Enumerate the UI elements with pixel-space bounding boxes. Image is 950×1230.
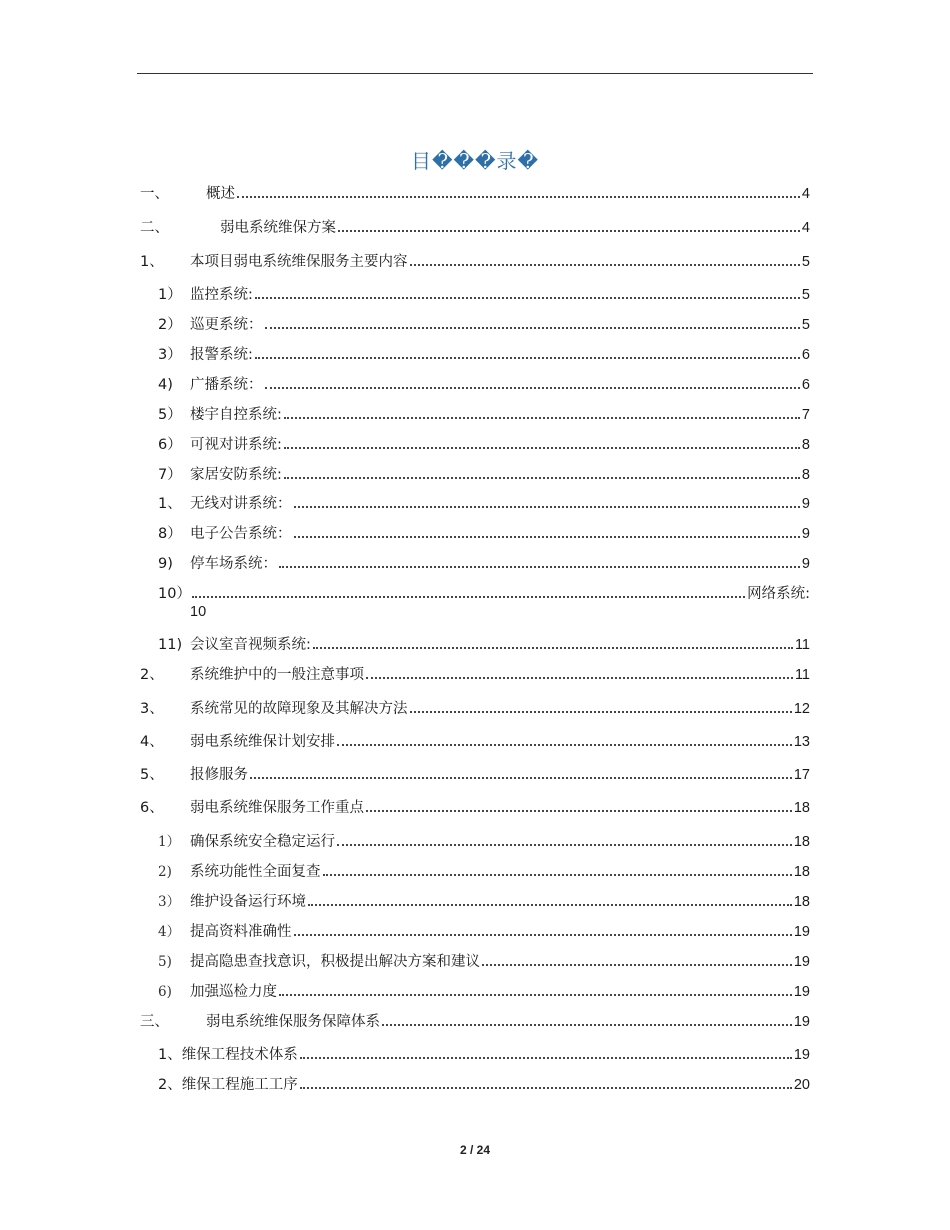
toc-leader-dots xyxy=(337,730,792,746)
toc-entry-text: 提高隐患查找意识，积极提出解决方案和建议 xyxy=(190,954,480,970)
toc-entry[interactable] xyxy=(158,372,810,394)
toc-entry-number: 6） xyxy=(158,437,182,453)
toc-entry-number: 6、 xyxy=(140,800,164,816)
toc-entry-page: 5 xyxy=(801,287,810,303)
toc-entry-number: 8） xyxy=(158,526,182,542)
toc-entry[interactable] xyxy=(158,889,810,911)
toc-entry[interactable] xyxy=(158,919,810,941)
toc-leader-dots xyxy=(265,373,800,389)
toc-entry-text: 可视对讲系统: xyxy=(190,437,282,453)
toc-leader-dots xyxy=(308,890,792,906)
toc-entry-number: 1、 xyxy=(140,254,164,270)
toc-entry-page: 4 xyxy=(801,220,810,236)
toc-leader-dots xyxy=(284,463,800,479)
toc-leader-dots xyxy=(366,663,793,679)
toc-entry-page: 18 xyxy=(793,834,810,850)
toc-entry-page: 18 xyxy=(793,894,810,910)
toc-entry-text: 加强巡检力度 xyxy=(190,984,277,1000)
toc-leader-dots xyxy=(279,980,792,996)
toc-entry-text: 电子公告系统： xyxy=(190,526,292,542)
toc-entry-page: 10 xyxy=(190,604,207,620)
toc-entry[interactable] xyxy=(158,282,810,304)
toc-leader-dots xyxy=(279,552,800,568)
toc-entry-page: 13 xyxy=(793,734,810,750)
toc-entry[interactable] xyxy=(158,581,810,603)
toc-entry-page: 19 xyxy=(793,1047,810,1063)
toc-entry[interactable] xyxy=(140,795,810,817)
toc-leader-dots xyxy=(237,182,800,198)
toc-entry-number: 1、 xyxy=(158,496,182,512)
toc-entry[interactable] xyxy=(158,979,810,1001)
toc-entry-text: 巡更系统： xyxy=(190,317,263,333)
toc-leader-dots xyxy=(313,633,793,649)
toc-entry-page: 11 xyxy=(794,667,810,683)
toc-entry-number: 7） xyxy=(158,467,182,483)
toc-entry-number: 5、 xyxy=(140,767,164,783)
toc-entry[interactable] xyxy=(158,521,810,543)
toc-entry-text: 无线对讲系统： xyxy=(190,496,292,512)
toc-entry-number: 二、 xyxy=(140,220,169,236)
toc-entry-text: 弱电系统维保服务保障体系 xyxy=(206,1014,380,1030)
toc-entry-text: 停车场系统： xyxy=(190,556,277,572)
toc-entry-text: 弱电系统维保计划安排 xyxy=(190,734,335,750)
toc-entry-text: 系统常见的故障现象及其解决方法 xyxy=(190,701,408,717)
toc-entry[interactable] xyxy=(158,829,810,851)
toc-leader-dots xyxy=(300,1073,792,1089)
toc-entry-number: 一、 xyxy=(140,186,169,202)
toc-leader-dots xyxy=(410,697,792,713)
toc-entry[interactable] xyxy=(140,729,810,751)
toc-entry-number: 11) xyxy=(158,637,183,653)
toc-entry-page: 7 xyxy=(801,407,810,423)
toc-entry-page: 5 xyxy=(801,254,810,270)
toc-leader-dots xyxy=(265,313,800,329)
toc-entry[interactable] xyxy=(140,762,810,784)
toc-entry-number: 5) xyxy=(158,954,172,970)
toc-entry-number: 3） xyxy=(158,347,182,363)
toc-entry[interactable] xyxy=(158,632,810,654)
toc-entry-text: 网络系统: xyxy=(747,586,810,602)
toc-leader-dots xyxy=(366,796,792,812)
toc-entry-page: 8 xyxy=(801,437,810,453)
toc-entry-text: 会议室音视频系统: xyxy=(190,637,311,653)
toc-entry-page: 18 xyxy=(793,864,810,880)
toc-entry-page: 9 xyxy=(801,526,810,542)
toc-entry[interactable] xyxy=(140,696,810,718)
toc-leader-dots xyxy=(294,492,800,508)
toc-entry-text: 确保系统安全稳定运行 xyxy=(190,834,335,850)
toc-title: 目���录� xyxy=(410,149,540,173)
toc-leader-dots xyxy=(250,763,792,779)
toc-entry-text: 提高资料准确性 xyxy=(190,924,292,940)
toc-entry-text: 家居安防系统: xyxy=(190,467,282,483)
toc-entry-number: 2、 xyxy=(140,667,164,683)
toc-entry-text: 本项目弱电系统维保服务主要内容 xyxy=(190,254,408,270)
toc-entry-text: 弱电系统维保方案 xyxy=(220,220,336,236)
toc-entry-page: 6 xyxy=(801,347,810,363)
toc-entry-text: 系统功能性全面复查 xyxy=(190,864,321,880)
toc-entry-number: 2） xyxy=(158,317,182,333)
toc-entry-number: 3、 xyxy=(140,701,164,717)
toc-entry[interactable] xyxy=(158,312,810,334)
toc-entry-text: 报修服务 xyxy=(190,767,248,783)
toc-entry-page: 17 xyxy=(793,767,810,783)
toc-entry-page: 18 xyxy=(793,800,810,816)
toc-leader-dots xyxy=(338,216,800,232)
toc-leader-dots xyxy=(284,433,800,449)
toc-entry-number: 2) xyxy=(158,864,172,880)
toc-entry-page: 9 xyxy=(801,556,810,572)
toc-leader-dots xyxy=(255,283,800,299)
toc-entry-number: 1） xyxy=(158,287,182,303)
toc-entry[interactable] xyxy=(158,491,810,513)
header-rule xyxy=(137,73,813,74)
toc-entry[interactable] xyxy=(140,215,810,237)
toc-entry[interactable] xyxy=(140,662,810,684)
toc-entry-page: 20 xyxy=(793,1077,810,1093)
toc-leader-dots xyxy=(482,950,792,966)
toc-leader-dots xyxy=(294,920,792,936)
toc-entry-number: 9) xyxy=(158,556,173,572)
toc-entry-number: 10） xyxy=(158,586,191,602)
toc-entry-text: 系统维护中的一般注意事项 xyxy=(190,667,364,683)
toc-entry-text: 维护设备运行环境 xyxy=(190,894,306,910)
toc-entry-text: 1、维保工程技术体系 xyxy=(158,1047,298,1063)
toc-entry-page: 5 xyxy=(801,317,810,333)
toc-leader-dots xyxy=(300,1043,792,1059)
toc-entry-page: 12 xyxy=(793,701,810,717)
toc-entry-page: 4 xyxy=(801,186,810,202)
toc-entry-text: 监控系统: xyxy=(190,287,253,303)
toc-entry-page: 6 xyxy=(801,377,810,393)
toc-entry-page: 8 xyxy=(801,467,810,483)
toc-entry-text: 广播系统： xyxy=(190,377,263,393)
toc-entry[interactable] xyxy=(158,342,810,364)
toc-leader-dots xyxy=(323,860,792,876)
toc-entry[interactable] xyxy=(140,181,810,203)
toc-leader-dots xyxy=(410,250,800,266)
toc-entry[interactable] xyxy=(158,402,810,424)
toc-entry-text: 楼宇自控系统: xyxy=(190,407,282,423)
toc-leader-dots xyxy=(337,830,792,846)
toc-entry[interactable] xyxy=(158,432,810,454)
toc-leader-dots xyxy=(192,582,745,598)
toc-entry-number: 1） xyxy=(158,834,181,850)
toc-entry[interactable] xyxy=(158,949,810,971)
toc-entry-number: 3） xyxy=(158,894,181,910)
toc-entry-number: 4) xyxy=(158,377,173,393)
toc-entry-page: 19 xyxy=(793,924,810,940)
toc-entry[interactable] xyxy=(158,1042,810,1064)
toc-entry-number: 6) xyxy=(158,984,172,1000)
page-number-footer: 2 / 24 xyxy=(459,1143,491,1157)
toc-leader-dots xyxy=(382,1010,792,1026)
toc-entry-page: 19 xyxy=(793,1014,810,1030)
toc-entry-page: 11 xyxy=(794,637,810,653)
toc-entry-text: 弱电系统维保服务工作重点 xyxy=(190,800,364,816)
toc-entry[interactable] xyxy=(140,1009,810,1031)
toc-entry[interactable] xyxy=(158,1072,810,1094)
toc-entry-page: 9 xyxy=(801,496,810,512)
toc-entry-number: 4） xyxy=(158,924,181,940)
toc-entry-number: 4、 xyxy=(140,734,164,750)
toc-entry-number: 三、 xyxy=(140,1014,169,1030)
toc-entry-text: 概述 xyxy=(206,186,235,202)
toc-entry[interactable] xyxy=(140,249,810,271)
toc-entry-text: 报警系统: xyxy=(190,347,253,363)
toc-entry[interactable] xyxy=(158,462,810,484)
toc-entry-text: 2、维保工程施工工序 xyxy=(158,1077,298,1093)
toc-leader-dots xyxy=(284,403,800,419)
toc-entry[interactable] xyxy=(158,551,810,573)
toc-leader-dots xyxy=(294,522,800,538)
toc-entry-page: 19 xyxy=(793,954,810,970)
toc-leader-dots xyxy=(255,343,800,359)
toc-entry[interactable] xyxy=(158,859,810,881)
toc-entry-page: 19 xyxy=(793,984,810,1000)
toc-entry-number: 5） xyxy=(158,407,182,423)
